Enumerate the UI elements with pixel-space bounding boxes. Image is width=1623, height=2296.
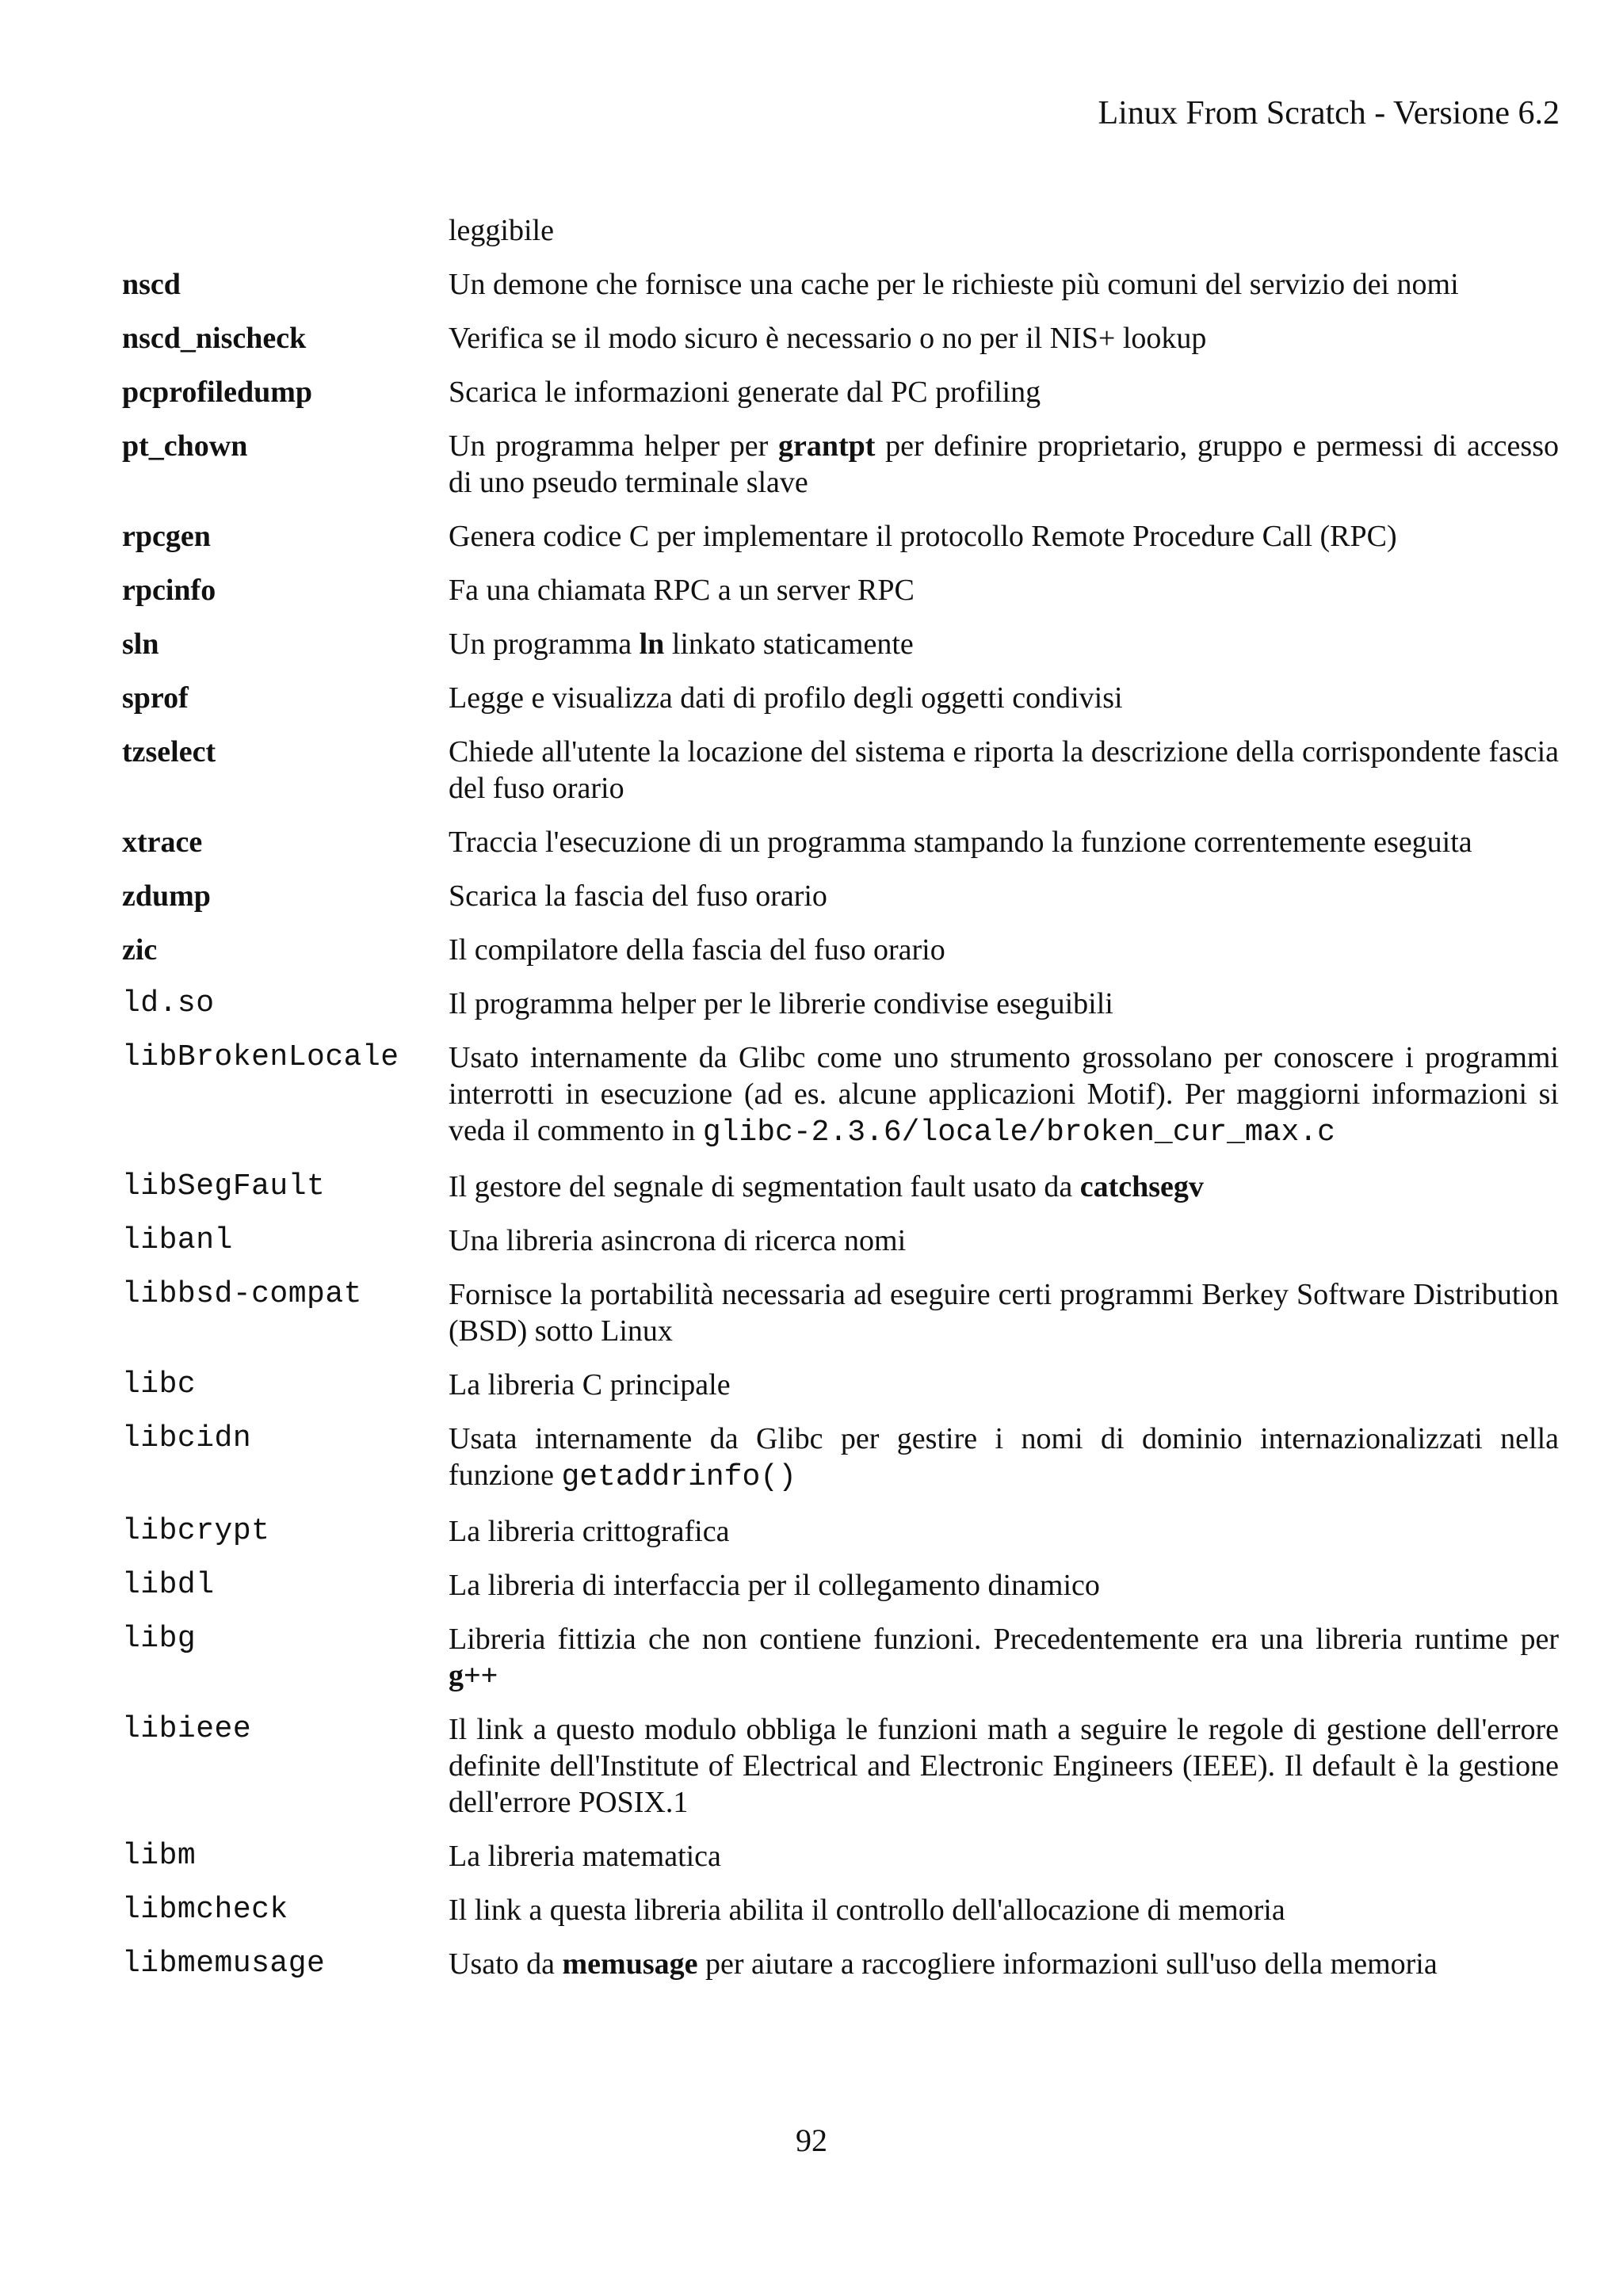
description-text: La libreria di interfaccia per il collegamento dinamico <box>449 1569 1100 1602</box>
definition-row <box>122 1946 1559 1982</box>
definition-row <box>122 1276 1559 1349</box>
description-text: La libreria crittografica <box>449 1515 730 1548</box>
definition-row <box>122 266 1559 303</box>
page-header: Linux From Scratch - Versione 6.2 <box>1098 95 1560 132</box>
term-name: libm <box>122 1839 197 1873</box>
description-text: Verifica se il modo sicuro è necessario o no per il NIS+ lookup <box>449 322 1207 355</box>
description-text: Un demone che fornisce una cache per le richieste più comuni del servizio dei nomi <box>449 268 1459 301</box>
term-name: pcprofiledump <box>122 376 313 409</box>
term-description <box>449 626 1559 662</box>
description-text: Il programma helper per le librerie condivise eseguibili <box>449 987 1113 1020</box>
description-text: Traccia l'esecuzione di un programma stampando la funzione correntemente eseguita <box>449 826 1472 859</box>
definition-row <box>122 680 1559 716</box>
term-description <box>449 428 1559 501</box>
description-text: Fa una chiamata RPC a un server RPC <box>449 574 915 607</box>
term-name: libc <box>122 1367 197 1402</box>
term-name: libmcheck <box>122 1893 288 1927</box>
term-description <box>449 932 1559 968</box>
description-text: Legge e visualizza dati di profilo degli oggetti condivisi <box>449 681 1123 715</box>
command-name: ln <box>639 627 665 661</box>
term-name: libcidn <box>122 1421 252 1455</box>
term-description <box>449 878 1559 914</box>
term-name: libanl <box>122 1223 233 1257</box>
description-text: Il link a questa libreria abilita il controllo dell'allocazione di memoria <box>449 1894 1285 1927</box>
description-text: Usato internamente da Glibc come uno strumento grossolano per conoscere i programmi interrotti in esecuzione (ad es. alcune applicazioni Motif). Per maggiorni informazioni si veda il commento in <box>449 1041 1559 1147</box>
term-description <box>449 212 1559 249</box>
definition-row <box>122 1367 1559 1403</box>
definition-row <box>122 428 1559 501</box>
term-name: zdump <box>122 879 211 913</box>
term-description <box>449 1567 1559 1604</box>
term-description <box>449 1892 1559 1928</box>
term-description <box>449 1421 1559 1496</box>
definition-row <box>122 374 1559 410</box>
term-name: libg <box>122 1622 197 1656</box>
term-name: libieee <box>122 1712 252 1746</box>
term-description <box>449 1711 1559 1821</box>
term-description <box>449 1946 1559 1982</box>
term-name: ld.so <box>122 986 215 1020</box>
definition-row <box>122 1621 1559 1694</box>
term-name: tzselect <box>122 735 216 769</box>
definition-row <box>122 1838 1559 1875</box>
term-name: nscd <box>122 268 181 301</box>
description-text: La libreria matematica <box>449 1840 721 1873</box>
term-description <box>449 572 1559 608</box>
command-name: grantpt <box>777 429 876 463</box>
description-text: Una libreria asincrona di ricerca nomi <box>449 1224 907 1257</box>
definition-row <box>122 1567 1559 1604</box>
term-name: rpcinfo <box>122 574 216 607</box>
description-text: La libreria C principale <box>449 1368 731 1402</box>
term-description <box>449 1222 1559 1259</box>
term-description <box>449 518 1559 555</box>
term-name: libdl <box>122 1568 215 1602</box>
term-description <box>449 1276 1559 1349</box>
description-text: Il compilatore della fascia del fuso orario <box>449 933 945 967</box>
description-text: Usata internamente da Glibc per gestire i nomi di dominio internazionalizzati nella funzione <box>449 1422 1559 1492</box>
description-text: Usato da <box>449 1947 563 1981</box>
description-text: linkato staticamente <box>664 627 914 661</box>
definition-row <box>122 212 1559 249</box>
term-name: libBrokenLocale <box>122 1040 399 1074</box>
description-text: leggibile <box>449 214 554 247</box>
term-name: xtrace <box>122 826 203 859</box>
description-text: per aiutare a raccogliere informazioni sull'uso della memoria <box>697 1947 1438 1981</box>
page-number: 92 <box>796 2122 827 2158</box>
definition-row <box>122 572 1559 608</box>
definition-row <box>122 986 1559 1022</box>
description-text: Fornisce la portabilità necessaria ad eseguire certi programmi Berkey Software Distribution (BSD) sotto Linux <box>449 1278 1559 1348</box>
definition-row <box>122 320 1559 357</box>
term-description <box>449 1169 1559 1205</box>
term-description <box>449 1039 1559 1151</box>
description-text: Chiede all'utente la locazione del sistema e riporta la descrizione della corrispondente fascia del fuso orario <box>449 735 1559 805</box>
term-description <box>449 374 1559 410</box>
term-name: pt_chown <box>122 429 248 463</box>
term-name: zic <box>122 933 158 967</box>
definition-row <box>122 878 1559 914</box>
term-description <box>449 1621 1559 1694</box>
term-description <box>449 1513 1559 1550</box>
code-text: glibc-2.3.6/locale/broken_cur_max.c <box>702 1116 1335 1150</box>
definition-row <box>122 626 1559 662</box>
description-text: Un programma helper per <box>449 429 778 463</box>
definition-row <box>122 1892 1559 1928</box>
term-name: libbsd-compat <box>122 1277 362 1311</box>
description-text: Genera codice C per implementare il protocollo Remote Procedure Call (RPC) <box>449 520 1397 553</box>
term-name: libcrypt <box>122 1514 270 1548</box>
definition-list <box>122 212 1559 2000</box>
term-name: sprof <box>122 681 189 715</box>
term-description <box>449 734 1559 807</box>
definition-row <box>122 1711 1559 1821</box>
term-description <box>449 1838 1559 1875</box>
term-name: nscd_nischeck <box>122 322 307 355</box>
description-text: Scarica la fascia del fuso orario <box>449 879 827 913</box>
term-name: libSegFault <box>122 1169 326 1203</box>
term-description <box>449 986 1559 1022</box>
description-text: Scarica le informazioni generate dal PC profiling <box>449 376 1041 409</box>
definition-row <box>122 734 1559 807</box>
term-description <box>449 1367 1559 1403</box>
term-name: libmemusage <box>122 1947 326 1981</box>
description-text: per definire proprietario, gruppo e permessi di accesso di uno pseudo terminale slave <box>449 429 1559 499</box>
description-text: Il gestore del segnale di segmentation fault usato da <box>449 1170 1080 1203</box>
term-description <box>449 266 1559 303</box>
term-name: sln <box>122 627 159 661</box>
definition-row <box>122 518 1559 555</box>
term-description <box>449 680 1559 716</box>
definition-row <box>122 1039 1559 1151</box>
definition-row <box>122 1421 1559 1496</box>
term-description <box>449 824 1559 860</box>
command-name: memusage <box>562 1947 698 1981</box>
term-description <box>449 320 1559 357</box>
definition-row <box>122 1222 1559 1259</box>
term-name: rpcgen <box>122 520 211 553</box>
definition-row <box>122 1513 1559 1550</box>
command-name: catchsegv <box>1079 1170 1204 1203</box>
command-name: g++ <box>449 1659 498 1692</box>
description-text: Il link a questo modulo obbliga le funzioni math a seguire le regole di gestione dell'errore definite dell'Institute of Electrical and Electronic Engineers (IEEE). Il default è la gestione dell'errore POSIX.1 <box>449 1713 1559 1819</box>
definition-row <box>122 932 1559 968</box>
definition-row <box>122 824 1559 860</box>
description-text: Un programma <box>449 627 640 661</box>
definition-row <box>122 1169 1559 1205</box>
description-text: Libreria fittizia che non contiene funzioni. Precedentemente era una libreria runtime per <box>449 1623 1559 1656</box>
code-text: getaddrinfo() <box>561 1460 796 1494</box>
